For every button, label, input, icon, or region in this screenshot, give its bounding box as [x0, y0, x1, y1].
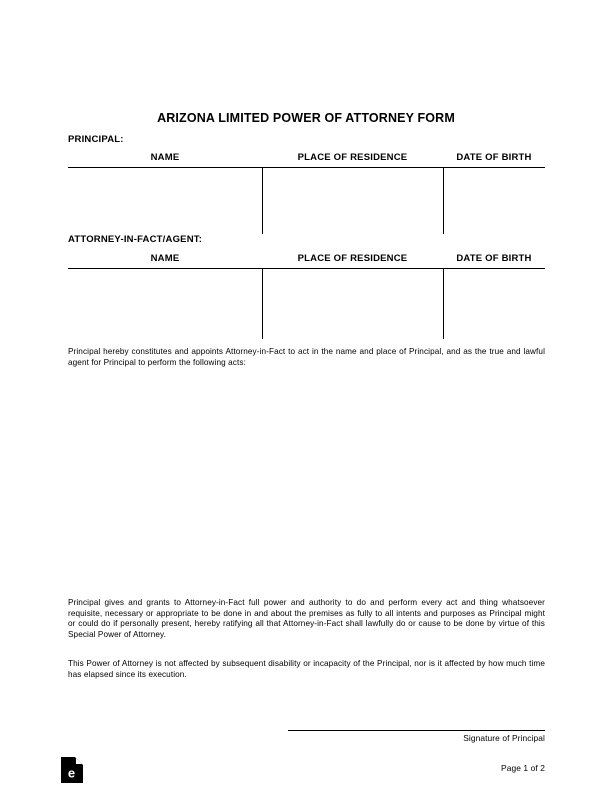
- section-label-principal: PRINCIPAL:: [68, 134, 124, 145]
- principal-table: [68, 152, 545, 166]
- page-number: Page 1 of 2: [501, 763, 545, 773]
- paragraph-appointment: Principal hereby constitutes and appoints Attorney-in-Fact to act in the name and place of Principal, and as the true and lawful agent for Principal to perform the following acts:: [68, 347, 545, 367]
- document-page-icon: [61, 757, 83, 783]
- principal-table-divider-1: [262, 168, 263, 234]
- column-header-place-of-residence: PLACE OF RESIDENCE: [297, 253, 408, 264]
- page-title: ARIZONA LIMITED POWER OF ATTORNEY FORM: [157, 111, 455, 125]
- signature-line: [288, 730, 545, 731]
- section-label-attorney-in-fact: ATTORNEY-IN-FACT/AGENT:: [68, 234, 203, 245]
- column-header-name: NAME: [150, 152, 180, 163]
- paragraph-durability: This Power of Attorney is not affected by subsequent disability or incapacity of the Principal, nor is it affected by how much time has elapsed since its execution.: [68, 659, 545, 679]
- principal-table-top-rule: [68, 167, 545, 168]
- column-header-name: NAME: [150, 253, 180, 264]
- logo-letter-e: e: [67, 765, 76, 781]
- agent-table: [68, 253, 545, 267]
- agent-table-divider-2: [443, 269, 444, 339]
- column-header-date-of-birth: DATE OF BIRTH: [456, 253, 532, 264]
- principal-table-header-row: [68, 152, 545, 166]
- eforms-logo: [61, 757, 83, 783]
- agent-table-header-row: [68, 253, 545, 267]
- column-header-date-of-birth: DATE OF BIRTH: [456, 152, 532, 163]
- column-header-place-of-residence: PLACE OF RESIDENCE: [297, 152, 408, 163]
- signature-label: Signature of Principal: [463, 733, 545, 743]
- agent-table-divider-1: [262, 269, 263, 339]
- paragraph-powers-granted: Principal gives and grants to Attorney-in-Fact full power and authority to do and perform every act and thing whatsoever requisite, necessary or appropriate to be done in and about the premises as fully to all intents and purposes as Principal might or could do if personally present, hereby ratifying all that Attorney-in-Fact shall lawfully do or cause to be done by virtue of this Special Power of Attorney.: [68, 598, 545, 639]
- agent-table-top-rule: [68, 268, 545, 269]
- principal-table-divider-2: [443, 168, 444, 234]
